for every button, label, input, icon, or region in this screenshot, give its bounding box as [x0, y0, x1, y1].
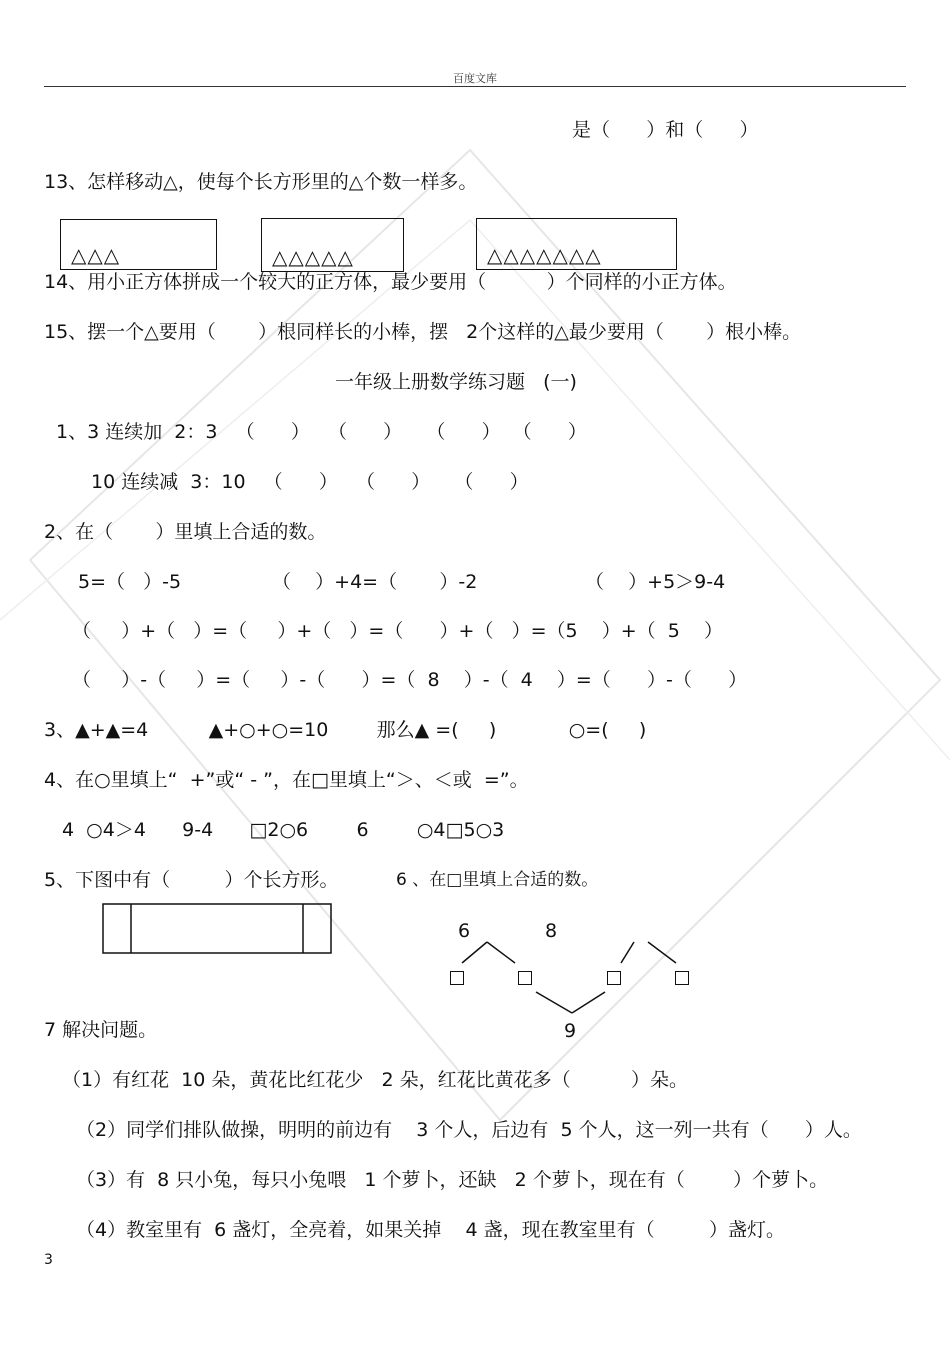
question-2d: （ ）+（ ）=（ ）+（ ）=（ ）+（ ）=（5 ）+（ 5 ）	[72, 620, 724, 642]
rectangle-figure	[103, 904, 331, 953]
page-header: 百度文库	[453, 72, 497, 85]
question-13: 13、怎样移动△，使每个长方形里的△个数一样多。	[44, 171, 478, 193]
question-7-2: （2）同学们排队做操，明明的前边有 3 个人，后边有 5 个人，这一列一共有（ ）人。	[76, 1119, 862, 1141]
question-2: 2、在（ ）里填上合适的数。	[44, 521, 327, 543]
tree-number-8: 8	[545, 920, 558, 942]
question-7-1: （1）有红花 10 朵，黄花比红花少 2 朵，红花比黄花多（ ）朵。	[62, 1069, 689, 1091]
question-4a: 4 ○4＞4 9-4 □2○6 6 ○4□5○3	[62, 819, 505, 841]
question-6: 6 、在□里填上合适的数。	[396, 870, 599, 890]
section-title: 一年级上册数学练习题 (一)	[335, 371, 577, 393]
page-number: 3	[44, 1252, 53, 1268]
question-2e: （ ）-（ ）=（ ）-（ ）=（ 8 ）-（ 4 ）=（ ）-（ ）	[72, 669, 748, 691]
answer-square-1[interactable]	[450, 971, 464, 985]
question-2c: （ ）+5＞9-4	[585, 571, 726, 593]
question-4: 4、在○里填上“ +”或“ - ”，在□里填上“＞、＜或 =”。	[44, 769, 529, 791]
question-7-4: （4）教室里有 6 盏灯，全亮着，如果关掉 4 盏，现在教室里有（ ）盏灯。	[76, 1219, 785, 1241]
question-5: 5、下图中有（ ）个长方形。	[44, 869, 339, 891]
answer-square-3[interactable]	[607, 971, 621, 985]
question-2b: （ ）+4=（ ）-2	[272, 571, 478, 593]
question-1a: 1、3 连续加 2：3 （ ） （ ） （ ） （ ）	[56, 421, 587, 443]
triangles-2: △△△△△	[272, 245, 354, 269]
triangles-1: △△△	[71, 243, 121, 267]
answer-line: 是（ ）和（ ）	[572, 119, 759, 141]
answer-square-4[interactable]	[675, 971, 689, 985]
tree-number-6: 6	[458, 920, 471, 942]
number-tree-lines	[462, 942, 676, 1013]
answer-square-2[interactable]	[518, 971, 532, 985]
question-3: 3、▲+▲=4 ▲+○+○=10 那么▲ =( ) ○=( )	[44, 719, 647, 741]
question-14: 14、用小正方体拼成一个较大的正方体，最少要用（ ）个同样的小正方体。	[44, 271, 737, 293]
question-15: 15、摆一个△要用（ ）根同样长的小棒，摆 2个这样的△最少要用（ ）根小棒。	[44, 321, 802, 343]
tree-number-9: 9	[564, 1020, 577, 1042]
triangles-3: △△△△△△△	[487, 243, 602, 267]
question-7-3: （3）有 8 只小兔，每只小兔喂 1 个萝卜，还缺 2 个萝卜，现在有（ ）个萝卜。	[76, 1169, 829, 1191]
question-7: 7 解决问题。	[44, 1019, 158, 1041]
question-1b: 10 连续减 3：10 （ ） （ ） （ ）	[91, 471, 529, 493]
question-2a: 5=（ ）-5	[78, 571, 182, 593]
